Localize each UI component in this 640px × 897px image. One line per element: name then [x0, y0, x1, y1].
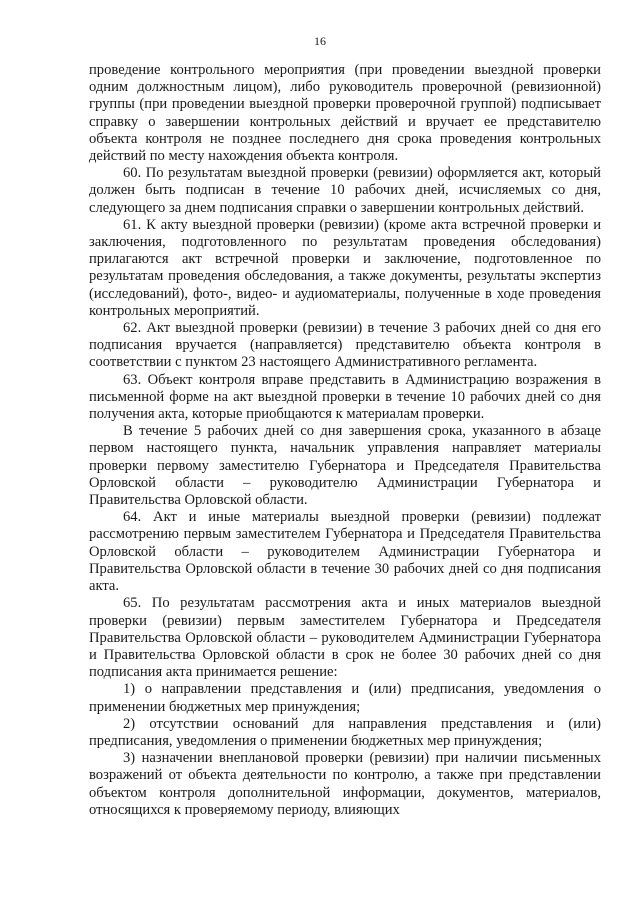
list-item-1: 1) о направлении представления и (или) предписания, уведомления о применении бюджетных мер принуждения; — [89, 681, 601, 715]
document-body — [89, 62, 601, 819]
paragraph-64: 64. Акт и иные материалы выездной проверки (ревизии) подлежат рассмотрению первым заместителем Губернатора и Председателя Правительства Орловской области – руководителем Администрации Губернатора и Правительства Орловской области в течение 30 рабочих дней со дня подписания акта. — [89, 509, 601, 595]
paragraph-continuation: проведение контрольного мероприятия (при проведении выездной проверки одним должностным лицом), либо руководитель проверочной (ревизионной) группы (при проведении выездной проверки проверочной группой) подписывает справку о завершении контрольных действий и вручает ее представителю объекта контроля не позднее последнего дня срока проведения контрольных действий по месту нахождения объекта контроля. — [89, 62, 601, 165]
list-item-2: 2) отсутствии оснований для направления представления и (или) предписания, уведомления о применении бюджетных мер принуждения; — [89, 715, 601, 749]
list-item-3: 3) назначении внеплановой проверки (ревизии) при наличии письменных возражений от объекта деятельности по контролю, а также при представлении объектом контроля дополнительной информации, документов, материалов, относящихся к проверяемому периоду, влияющих — [89, 750, 601, 818]
page-number: 16 — [314, 34, 326, 48]
paragraph-65: 65. По результатам рассмотрения акта и иных материалов выездной проверки (ревизии) первым заместителем Губернатора и Председателя Правительства Орловской области – руководителем Администрации Губернатора и Правительства Орловской области в срок не более 30 рабочих дней со дня подписания акта принимается решение: — [89, 595, 601, 681]
paragraph-63-second: В течение 5 рабочих дней со дня завершения срока, указанного в абзаце первом настоящего пункта, начальник управления направляет материалы проверки первому заместителю Губернатора и Председателя Правительства Орловской области – руководителю Администрации Губернатора и Правительства Орловской области. — [89, 423, 601, 509]
paragraph-60: 60. По результатам выездной проверки (ревизии) оформляется акт, который должен быть подписан в течение 10 рабочих дней, исчисляемых со дня, следующего за днем подписания справки о завершении контрольных действий. — [89, 165, 601, 216]
paragraph-61: 61. К акту выездной проверки (ревизии) (кроме акта встречной проверки и заключения, подготовленного по результатам проведения обследования) прилагаются акт встречной проверки и заключение, подготовленное по результатам проведения обследования, а также документы, результаты экспертиз (исследований), фото-, видео- и аудиоматериалы, полученные в ходе проведения контрольных мероприятий. — [89, 216, 601, 319]
paragraph-62: 62. Акт выездной проверки (ревизии) в течение 3 рабочих дней со дня его подписания вручается (направляется) представителю объекта контроля в соответствии с пунктом 23 настоящего Административного регламента. — [89, 320, 601, 371]
paragraph-63: 63. Объект контроля вправе представить в Администрацию возражения в письменной форме на акт выездной проверки в течение 10 рабочих дней со дня получения акта, которые приобщаются к материалам проверки. — [89, 371, 601, 423]
